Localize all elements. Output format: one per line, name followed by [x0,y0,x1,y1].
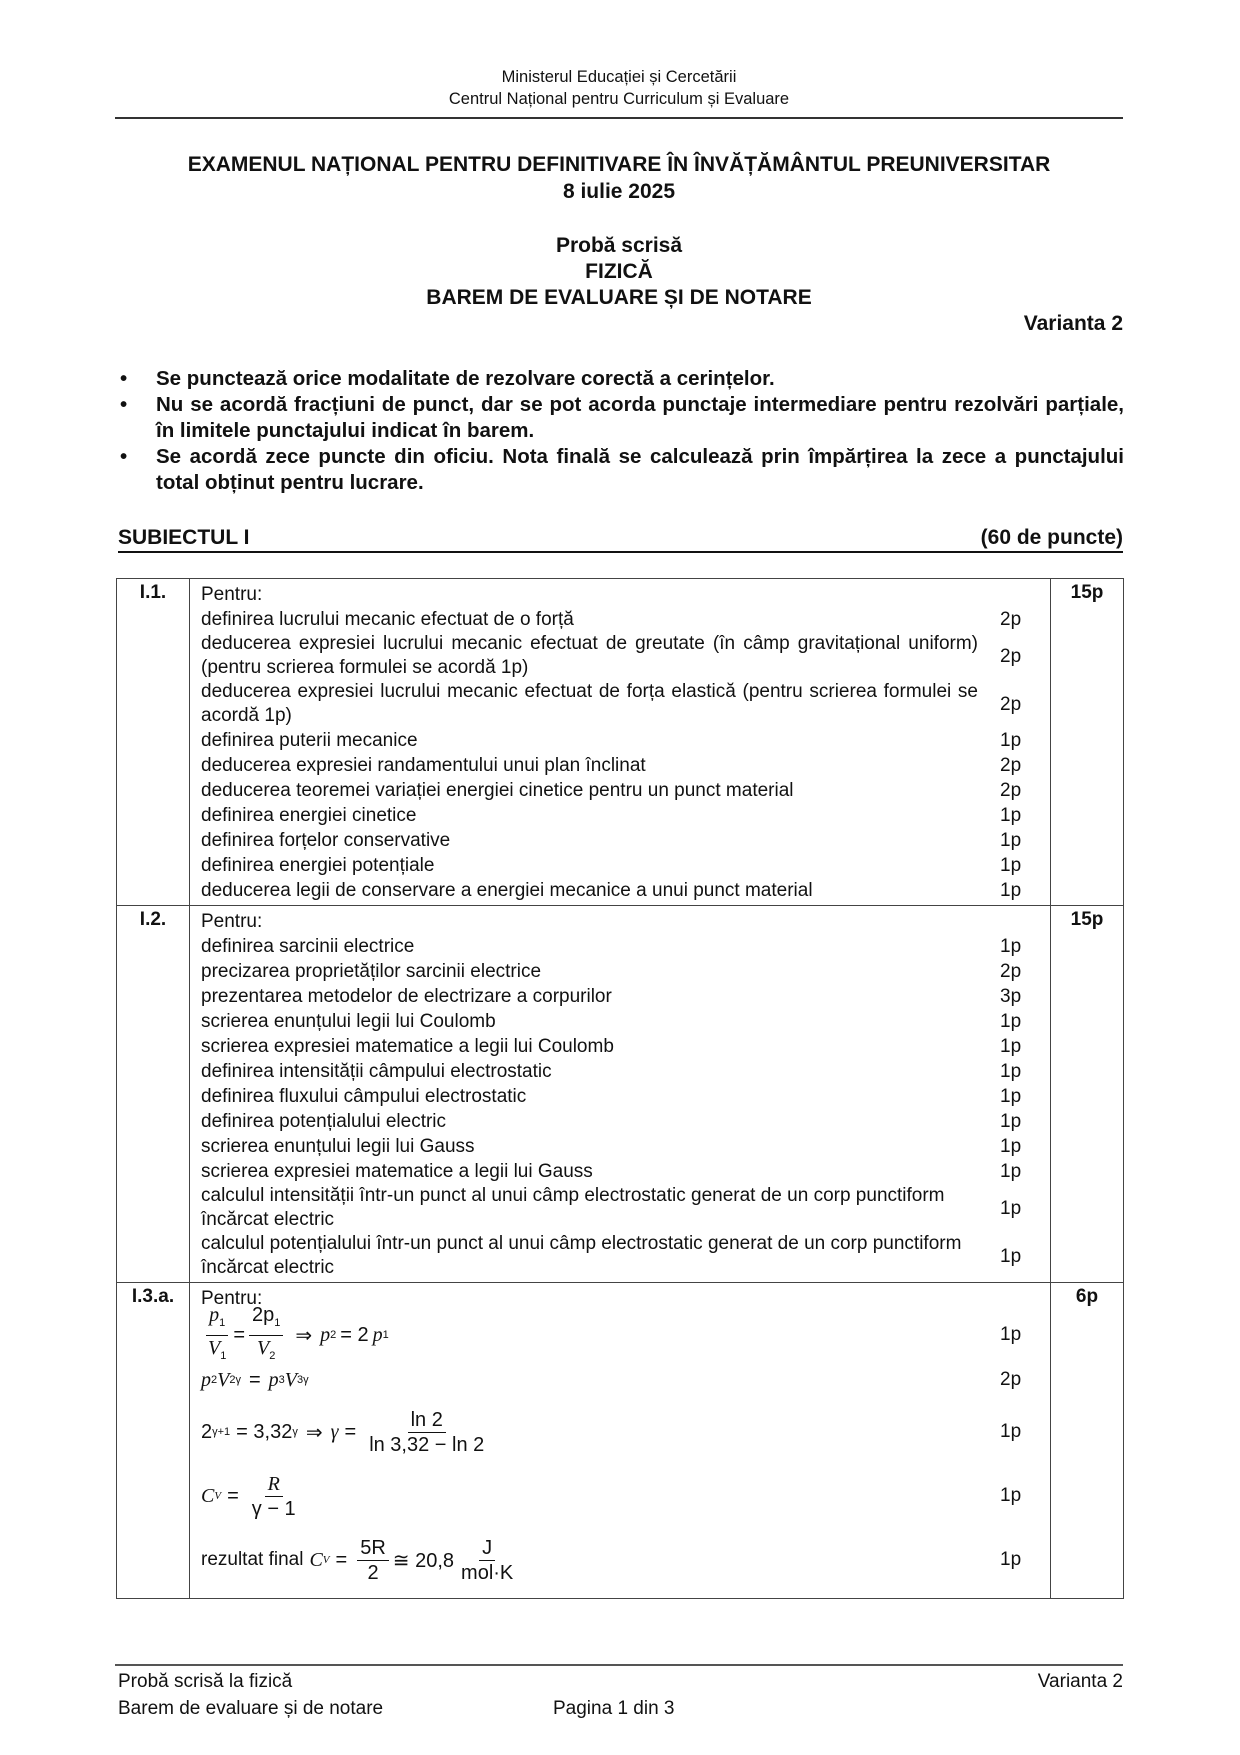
criteria-points: 1p [1000,730,1022,751]
item-criteria [190,1283,1051,1599]
footer-variant: Varianta 2 [1037,1671,1123,1692]
criteria-points: 2p [1000,755,1022,776]
criteria-points: 1p [1000,1061,1022,1082]
criteria-intro: Pentru: [201,911,263,932]
criteria-points: 1p [1000,880,1022,901]
formula-cv: C V = $\frac{R}{\gamma - 1}$ [201,1472,296,1520]
criteria-points: 2p [1000,693,1022,715]
rule-item: • Se punctează orice modalitate de rezolvare corectă a cerințelor. [120,367,775,390]
criteria-line: deducerea expresiei lucrului mecanic efectuat de greutate (în câmp gravitațional uniform) (pentru scrierea formulei se acordă 1p) 2p [201,632,1040,680]
test-type: Probă scrisă [555,234,683,257]
item-total-points: 6p [1051,1283,1124,1599]
formula-adiabatic: p 2 V 2 γ = p 3 V 3 γ [201,1368,309,1391]
criteria-line: definirea potențialului electric 1p [201,1109,1040,1134]
formula-line [201,1463,1040,1529]
criteria-points: 2p [1000,780,1022,801]
criteria-points: 1p [1000,830,1022,851]
rule-item: • Se acordă zece puncte din oficiu. Nota finală se calculează prin împărțirea la zece a punctajului total obținut pentru lucrare. [120,445,1124,494]
item-criteria [190,906,1051,1283]
table-row [117,906,1124,1283]
criteria-line: prezentarea metodelor de electrizare a corpurilor 3p [201,984,1040,1009]
criteria-line: definirea energiei potențiale 1p [201,853,1040,878]
bullet-icon: • [120,367,128,390]
criteria-intro: Pentru: [201,584,263,605]
center-name: Centrul Național pentru Curriculum și Evaluare [448,90,790,108]
variant-label: Varianta 2 [1023,312,1123,335]
implies-icon: ⇒ [295,1324,313,1347]
criteria-points: 1p [1000,1549,1022,1570]
criteria-line: scrierea expresiei matematice a legii lui Coulomb 1p [201,1034,1040,1059]
formula-line [201,1529,1040,1591]
criteria-points: 1p [1000,855,1022,876]
criteria-line: calculul potențialului într-un punct al unui câmp electrostatic generat de un corp punctiform încărcat electric 1p [201,1232,1040,1280]
footer-doc-name: Barem de evaluare și de notare [118,1698,384,1719]
criteria-line: deducerea expresiei randamentului unui plan înclinat 2p [201,753,1040,778]
item-total-points: 15p [1051,906,1124,1283]
formula-gamma: 2 γ+1 = 3,32 γ ⇒ γ = $\frac{\ln 2}{\ln 3,32 - \ln 2}$ [201,1408,485,1456]
footer-divider [115,1664,1123,1666]
footer-test-name: Probă scrisă la fizică [118,1671,293,1692]
bullet-icon: • [120,393,128,416]
subject-header [118,525,1123,553]
criteria-points: 2p [1000,1369,1022,1390]
item-number: I.3.a. [117,1283,190,1599]
subject-name: FIZICĂ [585,260,653,283]
criteria-line: scrierea enunțului legii lui Coulomb 1p [201,1009,1040,1034]
criteria-points: 1p [1000,1421,1022,1442]
criteria-points: 1p [1000,1086,1022,1107]
criteria-line: definirea fluxului câmpului electrostatic 1p [201,1084,1040,1109]
criteria-points: 1p [1000,805,1022,826]
header-divider [115,117,1123,119]
criteria-line: deducerea teoremei variației energiei cinetice pentru un punct material 2p [201,778,1040,803]
subject-label: SUBIECTUL I [118,526,250,549]
criteria-points: 1p [1000,936,1022,957]
formula-line [201,1401,1040,1463]
criteria-points: 1p [1000,1011,1022,1032]
document-type: BAREM DE EVALUARE ȘI DE NOTARE [426,286,812,309]
formula-line [201,1303,1040,1362]
grading-rules [118,366,1124,496]
table-row [117,1283,1124,1599]
criteria-points: 2p [1000,609,1022,630]
criteria-line: precizarea proprietăților sarcinii electrice 2p [201,959,1040,984]
formula-pressure-ratio: $\frac{p_1}{V_1}$ = $\frac{2p_1}{V_2}$ ⇒ p 2 = 2 p 1 [208,1303,389,1362]
criteria-points: 1p [1000,1111,1022,1132]
criteria-line: deducerea expresiei lucrului mecanic efectuat de forța elastică (pentru scrierea formulei se acordă 1p) 2p [201,680,1040,728]
criteria-points: 1p [1000,1485,1022,1506]
criteria-line: calculul intensității într-un punct al unui câmp electrostatic generat de un corp punctiform încărcat electric 1p [201,1184,1040,1232]
criteria-line: scrierea expresiei matematice a legii lui Gauss 1p [201,1159,1040,1184]
criteria-points: 2p [1000,645,1022,667]
item-number: I.2. [117,906,190,1283]
implies-icon: ⇒ [305,1421,323,1444]
item-total-points: 15p [1051,579,1124,906]
grading-table [116,578,1124,1599]
rule-item: • Nu se acordă fracțiuni de punct, dar se pot acorda punctaje intermediare pentru rezolvări parțiale, în limitele punctajului indicat în barem. [120,393,1124,442]
criteria-line: definirea intensității câmpului electrostatic 1p [201,1059,1040,1084]
criteria-intro: Pentru: [201,1288,263,1309]
criteria-line: scrierea enunțului legii lui Gauss 1p [201,1134,1040,1159]
exam-date: 8 iulie 2025 [562,180,676,203]
subject-points: (60 de puncte) [980,526,1123,549]
criteria-line: definirea puterii mecanice 1p [201,728,1040,753]
item-criteria [190,579,1051,906]
bullet-icon: • [120,445,128,468]
criteria-line: definirea energiei cinetice 1p [201,803,1040,828]
criteria-points: 1p [1000,1197,1022,1219]
table-row [117,579,1124,906]
criteria-points: 1p [1000,1161,1022,1182]
criteria-line: definirea sarcinii electrice 1p [201,934,1040,959]
criteria-line: definirea lucrului mecanic efectuat de o forță 2p [201,607,1040,632]
page-number: Pagina 1 din 3 [553,1698,675,1719]
criteria-line: deducerea legii de conservare a energiei mecanice a unui punct material 1p [201,878,1040,903]
criteria-points: 2p [1000,961,1022,982]
item-number: I.1. [117,579,190,906]
criteria-line: definirea forțelor conservative 1p [201,828,1040,853]
criteria-points: 1p [1000,1036,1022,1057]
criteria-points: 1p [1000,1136,1022,1157]
criteria-points: 1p [1000,1245,1022,1267]
formula-final-result: rezultat final C V = $\frac{5R}{2}$ ≅ 20,8 $\frac{J}{\text{mol·K}}$ [201,1536,514,1584]
criteria-points: 1p [1000,1324,1022,1345]
exam-title: EXAMENUL NAȚIONAL PENTRU DEFINITIVARE ÎN ÎNVĂȚĂMÂNTUL PREUNIVERSITAR [187,153,1051,176]
ministry-name: Ministerul Educației și Cercetării [501,68,737,86]
criteria-points: 3p [1000,986,1022,1007]
